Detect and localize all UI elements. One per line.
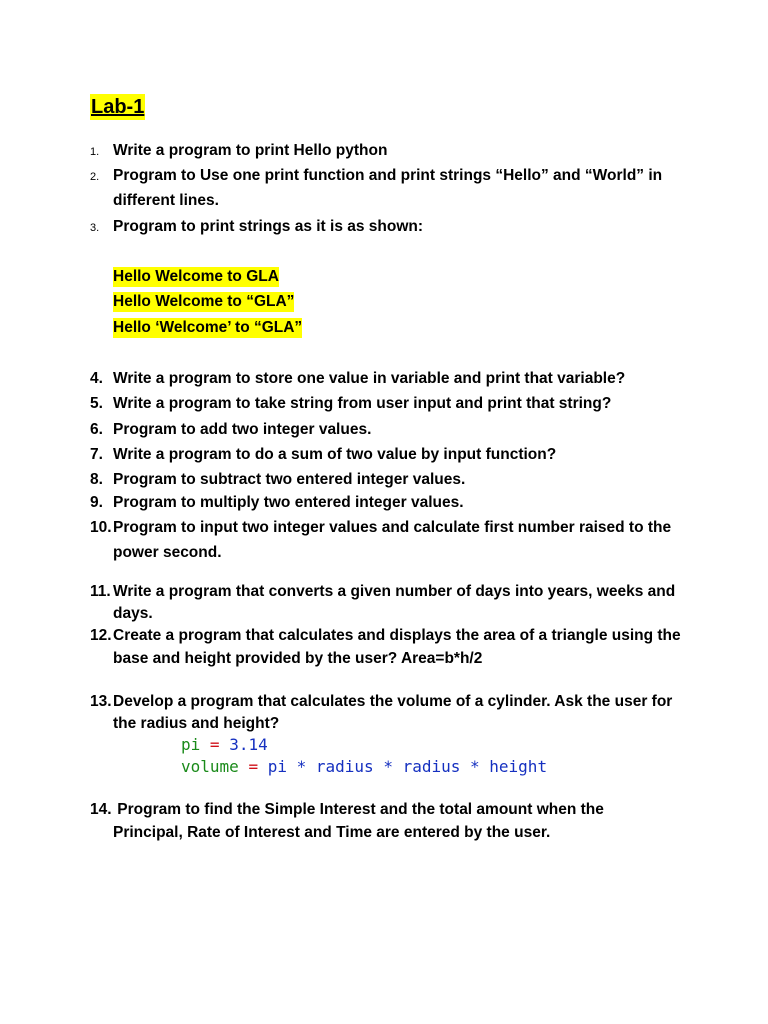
item-text: Write a program to take string from user input and print that string?	[113, 395, 612, 412]
list-item	[90, 518, 671, 538]
item-number: 9.	[90, 494, 103, 511]
list-item	[90, 141, 387, 162]
code-line	[181, 734, 268, 756]
item-text: Program to multiply two entered integer values.	[113, 494, 464, 511]
item-number: 6.	[90, 421, 103, 438]
item-text: Program to print strings as it is as shown:	[113, 218, 424, 235]
item-text: Write a program that converts a given number of days into years, weeks and	[113, 583, 676, 600]
item-number: 10.	[90, 519, 112, 536]
item-number: 7.	[90, 446, 103, 463]
list-item	[90, 420, 371, 440]
item-number: 4.	[90, 370, 103, 387]
item-text: Write a program to store one value in variable and print that variable?	[113, 370, 626, 387]
item-number: 14.	[90, 801, 112, 818]
item-text-continued: power second.	[113, 544, 222, 561]
list-item	[90, 445, 556, 465]
item-text: Create a program that calculates and displays the area of a triangle using the	[113, 627, 681, 644]
code-value: 3.14	[229, 735, 268, 754]
list-item	[90, 582, 675, 602]
item-number: 2.	[90, 171, 100, 183]
item-text-continued: days.	[113, 605, 153, 622]
item-text: Write a program to do a sum of two value by input function?	[113, 446, 557, 463]
page-title: Lab-1	[91, 96, 145, 118]
item-text: Write a program to print Hello python	[113, 142, 388, 159]
item-number: 5.	[90, 395, 103, 412]
code-variable: volume	[181, 757, 239, 776]
item-text-continued: base and height provided by the user? Area=b*h/2	[113, 650, 483, 667]
list-item	[90, 369, 625, 389]
item-text: Program to subtract two entered integer values.	[113, 471, 466, 488]
item-text-continued: Principal, Rate of Interest and Time are entered by the user.	[113, 824, 551, 841]
list-item	[90, 166, 662, 187]
list-item	[90, 470, 465, 490]
highlighted-line: Hello Welcome to GLA	[113, 268, 279, 285]
code-operator: =	[209, 735, 220, 754]
item-text-continued: different lines.	[113, 192, 219, 209]
list-item	[90, 394, 611, 414]
list-item	[90, 493, 464, 513]
item-text: Program to find the Simple Interest and the total amount when the	[113, 801, 604, 818]
code-variable: pi	[181, 735, 201, 754]
item-text: Develop a program that calculates the volume of a cylinder. Ask the user for	[113, 693, 673, 710]
item-text: Program to input two integer values and calculate first number raised to the	[113, 519, 672, 536]
code-value: pi * radius * radius * height	[267, 757, 548, 776]
highlighted-line: Hello ‘Welcome’ to “GLA”	[113, 319, 303, 336]
code-line	[181, 756, 547, 778]
item-text: Program to Use one print function and print strings “Hello” and “World” in	[113, 167, 663, 184]
item-number: 3.	[90, 222, 100, 234]
list-item	[90, 692, 672, 712]
item-number: 12.	[90, 627, 112, 644]
item-number: 11.	[90, 583, 111, 600]
list-item	[90, 800, 604, 820]
item-number: 1.	[90, 146, 100, 158]
list-item	[90, 626, 681, 646]
highlighted-line: Hello Welcome to “GLA”	[113, 293, 295, 310]
item-number: 13.	[90, 693, 112, 710]
item-text-continued: the radius and height?	[113, 715, 280, 732]
list-item	[90, 217, 423, 238]
item-text: Program to add two integer values.	[113, 421, 372, 438]
code-operator: =	[248, 757, 259, 776]
item-number: 8.	[90, 471, 103, 488]
